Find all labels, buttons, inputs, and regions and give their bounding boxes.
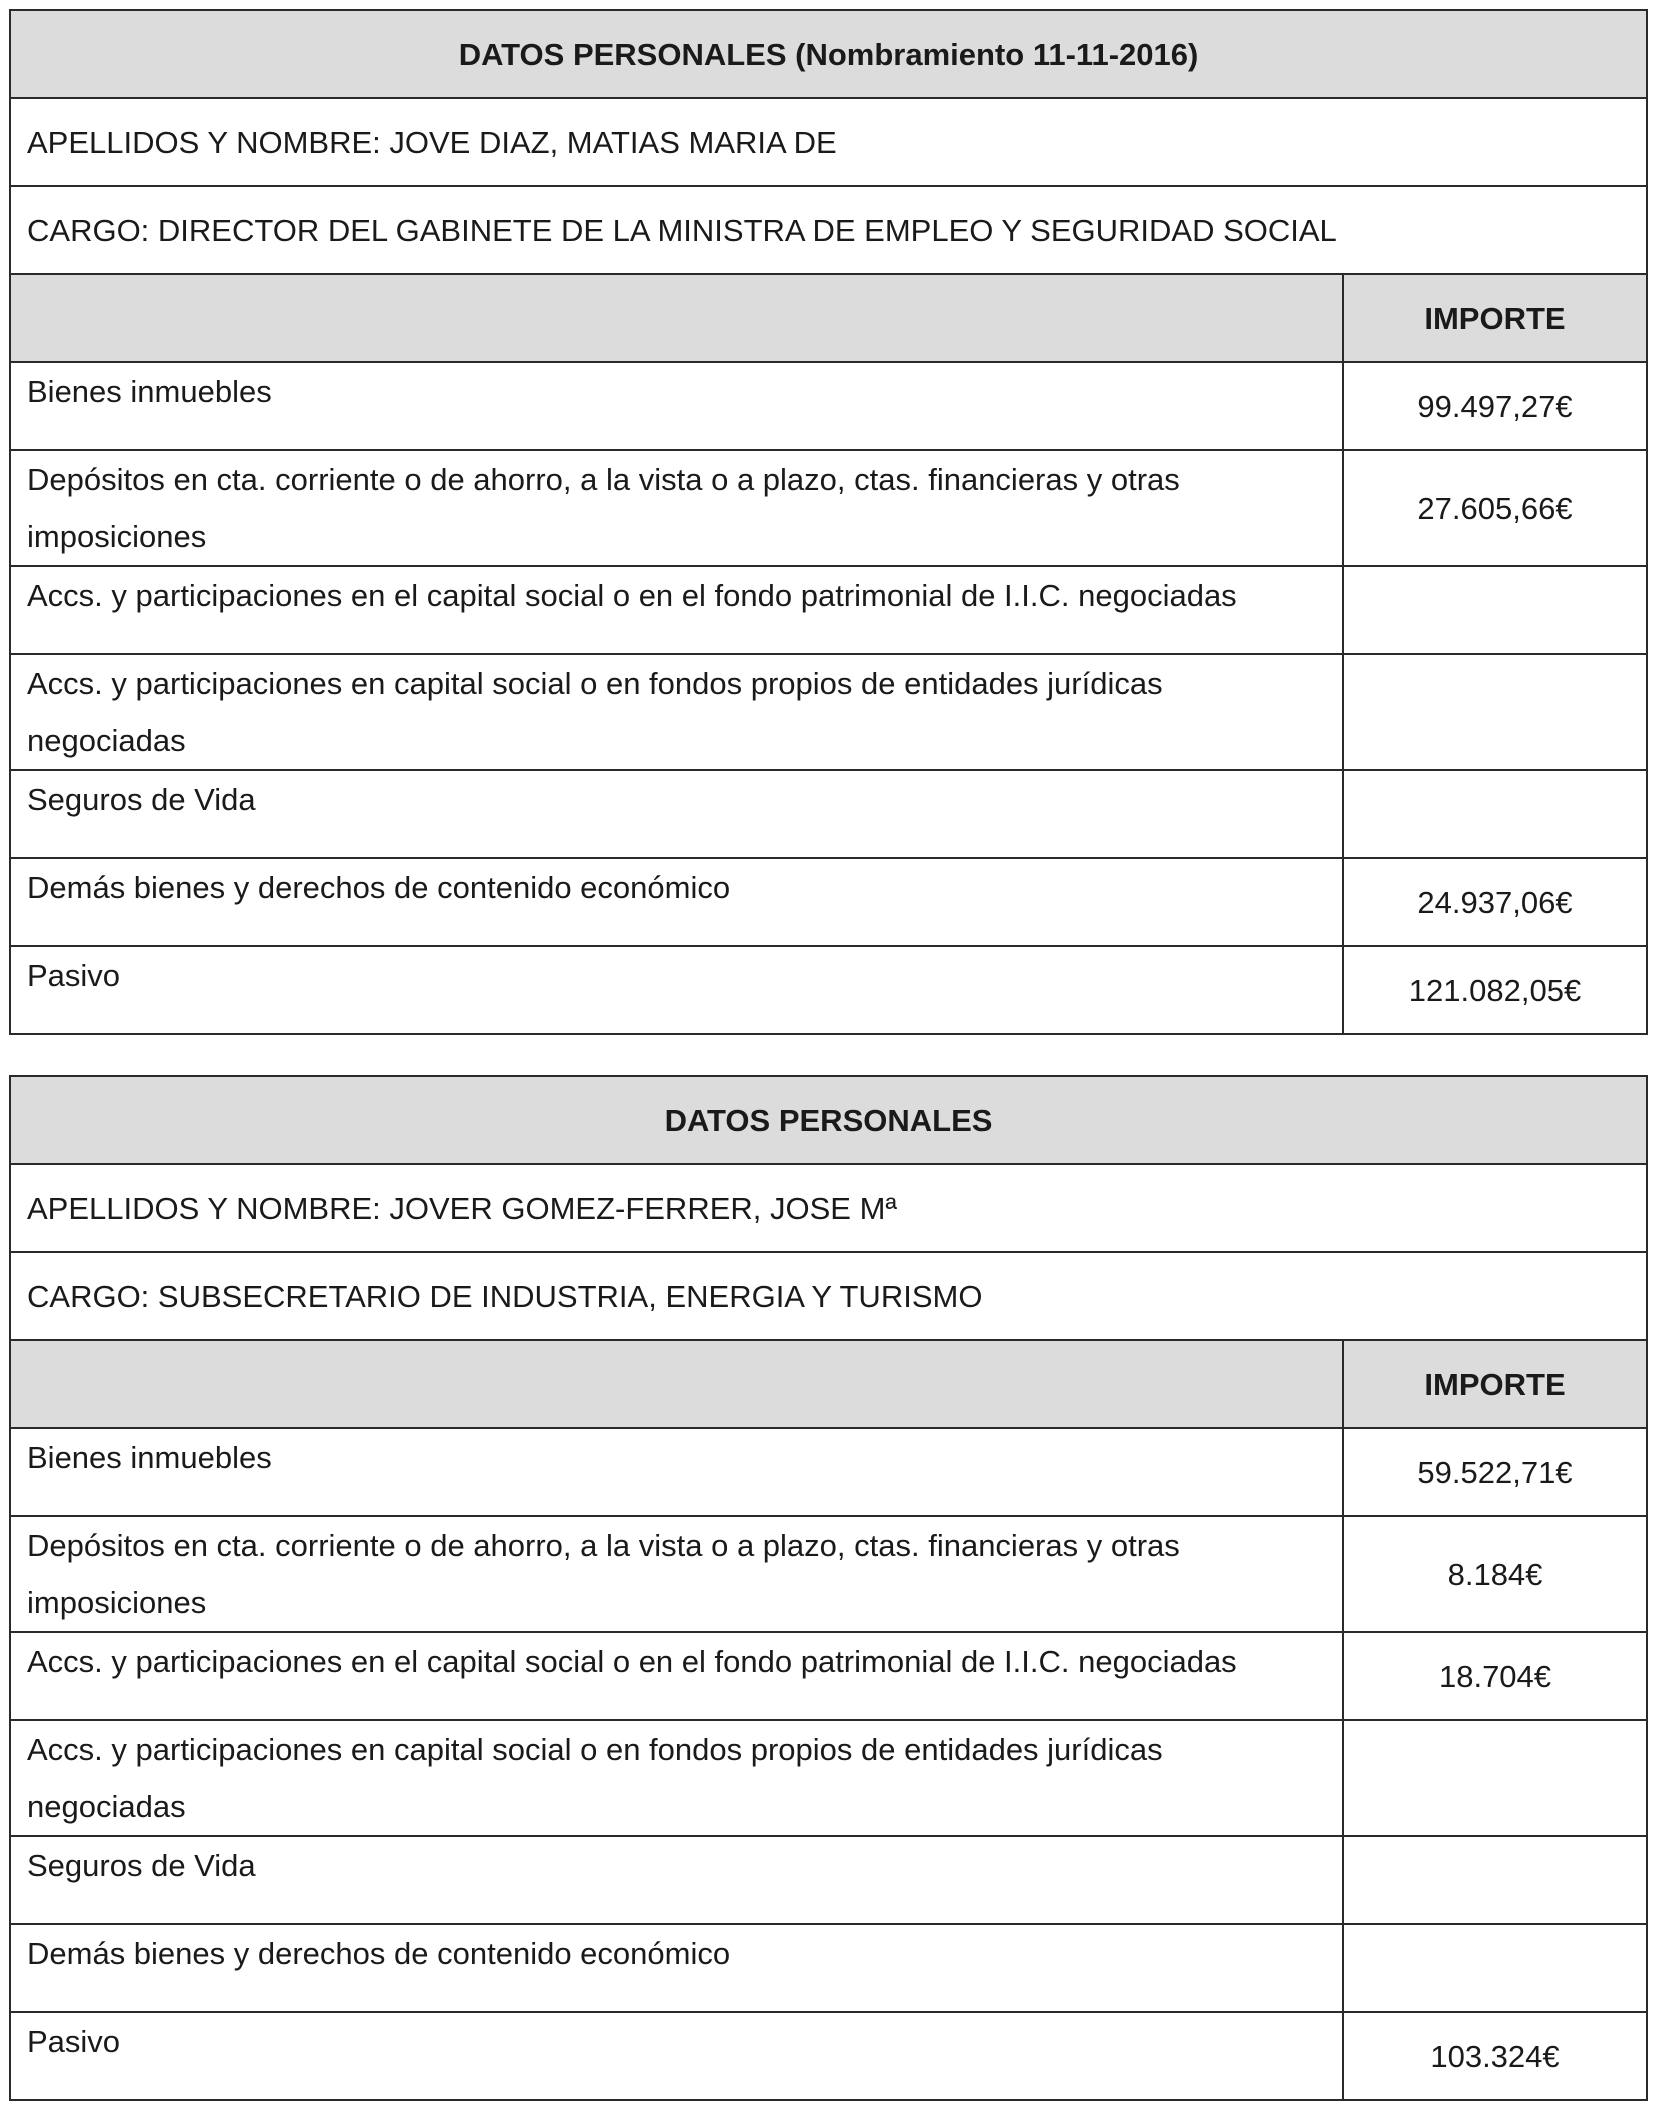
declaration-table-1: [9, 9, 1648, 1035]
asset-label: Accs. y participaciones en el capital social o en el fondo patrimonial de I.I.C. negociadas: [10, 1632, 1343, 1720]
label-column-header: [10, 274, 1343, 362]
asset-row: [10, 858, 1647, 946]
asset-row: [10, 566, 1647, 654]
asset-row: [10, 362, 1647, 450]
title-row: [10, 1076, 1647, 1164]
amount-column-header: IMPORTE: [1343, 274, 1647, 362]
asset-row: [10, 1924, 1647, 2012]
asset-amount: 99.497,27€: [1343, 362, 1647, 450]
asset-label: Pasivo: [10, 946, 1343, 1034]
asset-amount: 8.184€: [1343, 1516, 1647, 1632]
asset-label: Bienes inmuebles: [10, 362, 1343, 450]
label-column-header: [10, 1340, 1343, 1428]
title-row: [10, 10, 1647, 98]
position-row: [10, 1252, 1647, 1340]
asset-row: [10, 1720, 1647, 1836]
document-page: [9, 9, 1646, 2101]
asset-label: Seguros de Vida: [10, 1836, 1343, 1924]
asset-label: Demás bienes y derechos de contenido económico: [10, 858, 1343, 946]
asset-amount: [1343, 770, 1647, 858]
column-header-row: [10, 274, 1647, 362]
asset-amount: 103.324€: [1343, 2012, 1647, 2100]
name-row: [10, 98, 1647, 186]
section-title: DATOS PERSONALES: [10, 1076, 1647, 1164]
name-line: APELLIDOS Y NOMBRE: JOVER GOMEZ-FERRER, JOSE Mª: [10, 1164, 1647, 1252]
asset-label: Seguros de Vida: [10, 770, 1343, 858]
name-line: APELLIDOS Y NOMBRE: JOVE DIAZ, MATIAS MARIA DE: [10, 98, 1647, 186]
asset-row: [10, 946, 1647, 1034]
asset-label: Accs. y participaciones en el capital social o en el fondo patrimonial de I.I.C. negociadas: [10, 566, 1343, 654]
position-row: [10, 186, 1647, 274]
amount-column-header: IMPORTE: [1343, 1340, 1647, 1428]
asset-amount: [1343, 654, 1647, 770]
section-title: DATOS PERSONALES (Nombramiento 11-11-2016): [10, 10, 1647, 98]
asset-row: [10, 1632, 1647, 1720]
asset-row: [10, 2012, 1647, 2100]
column-header-row: [10, 1340, 1647, 1428]
asset-amount: [1343, 1924, 1647, 2012]
asset-label: Accs. y participaciones en capital social o en fondos propios de entidades jurídicas negociadas: [10, 1720, 1343, 1836]
asset-label: Pasivo: [10, 2012, 1343, 2100]
declaration-table-2: [9, 1075, 1648, 2101]
position-line: CARGO: SUBSECRETARIO DE INDUSTRIA, ENERGIA Y TURISMO: [10, 1252, 1647, 1340]
asset-amount: 24.937,06€: [1343, 858, 1647, 946]
asset-row: [10, 450, 1647, 566]
asset-row: [10, 1516, 1647, 1632]
asset-label: Demás bienes y derechos de contenido económico: [10, 1924, 1343, 2012]
asset-label: Depósitos en cta. corriente o de ahorro, a la vista o a plazo, ctas. financieras y otras imposiciones: [10, 450, 1343, 566]
asset-label: Bienes inmuebles: [10, 1428, 1343, 1516]
asset-label: Depósitos en cta. corriente o de ahorro, a la vista o a plazo, ctas. financieras y otras imposiciones: [10, 1516, 1343, 1632]
position-line: CARGO: DIRECTOR DEL GABINETE DE LA MINISTRA DE EMPLEO Y SEGURIDAD SOCIAL: [10, 186, 1647, 274]
asset-amount: [1343, 1720, 1647, 1836]
asset-amount: 59.522,71€: [1343, 1428, 1647, 1516]
asset-amount: 121.082,05€: [1343, 946, 1647, 1034]
asset-row: [10, 1836, 1647, 1924]
asset-row: [10, 1428, 1647, 1516]
asset-row: [10, 770, 1647, 858]
name-row: [10, 1164, 1647, 1252]
asset-amount: [1343, 566, 1647, 654]
asset-row: [10, 654, 1647, 770]
asset-amount: [1343, 1836, 1647, 1924]
asset-amount: 18.704€: [1343, 1632, 1647, 1720]
asset-amount: 27.605,66€: [1343, 450, 1647, 566]
asset-label: Accs. y participaciones en capital social o en fondos propios de entidades jurídicas negociadas: [10, 654, 1343, 770]
